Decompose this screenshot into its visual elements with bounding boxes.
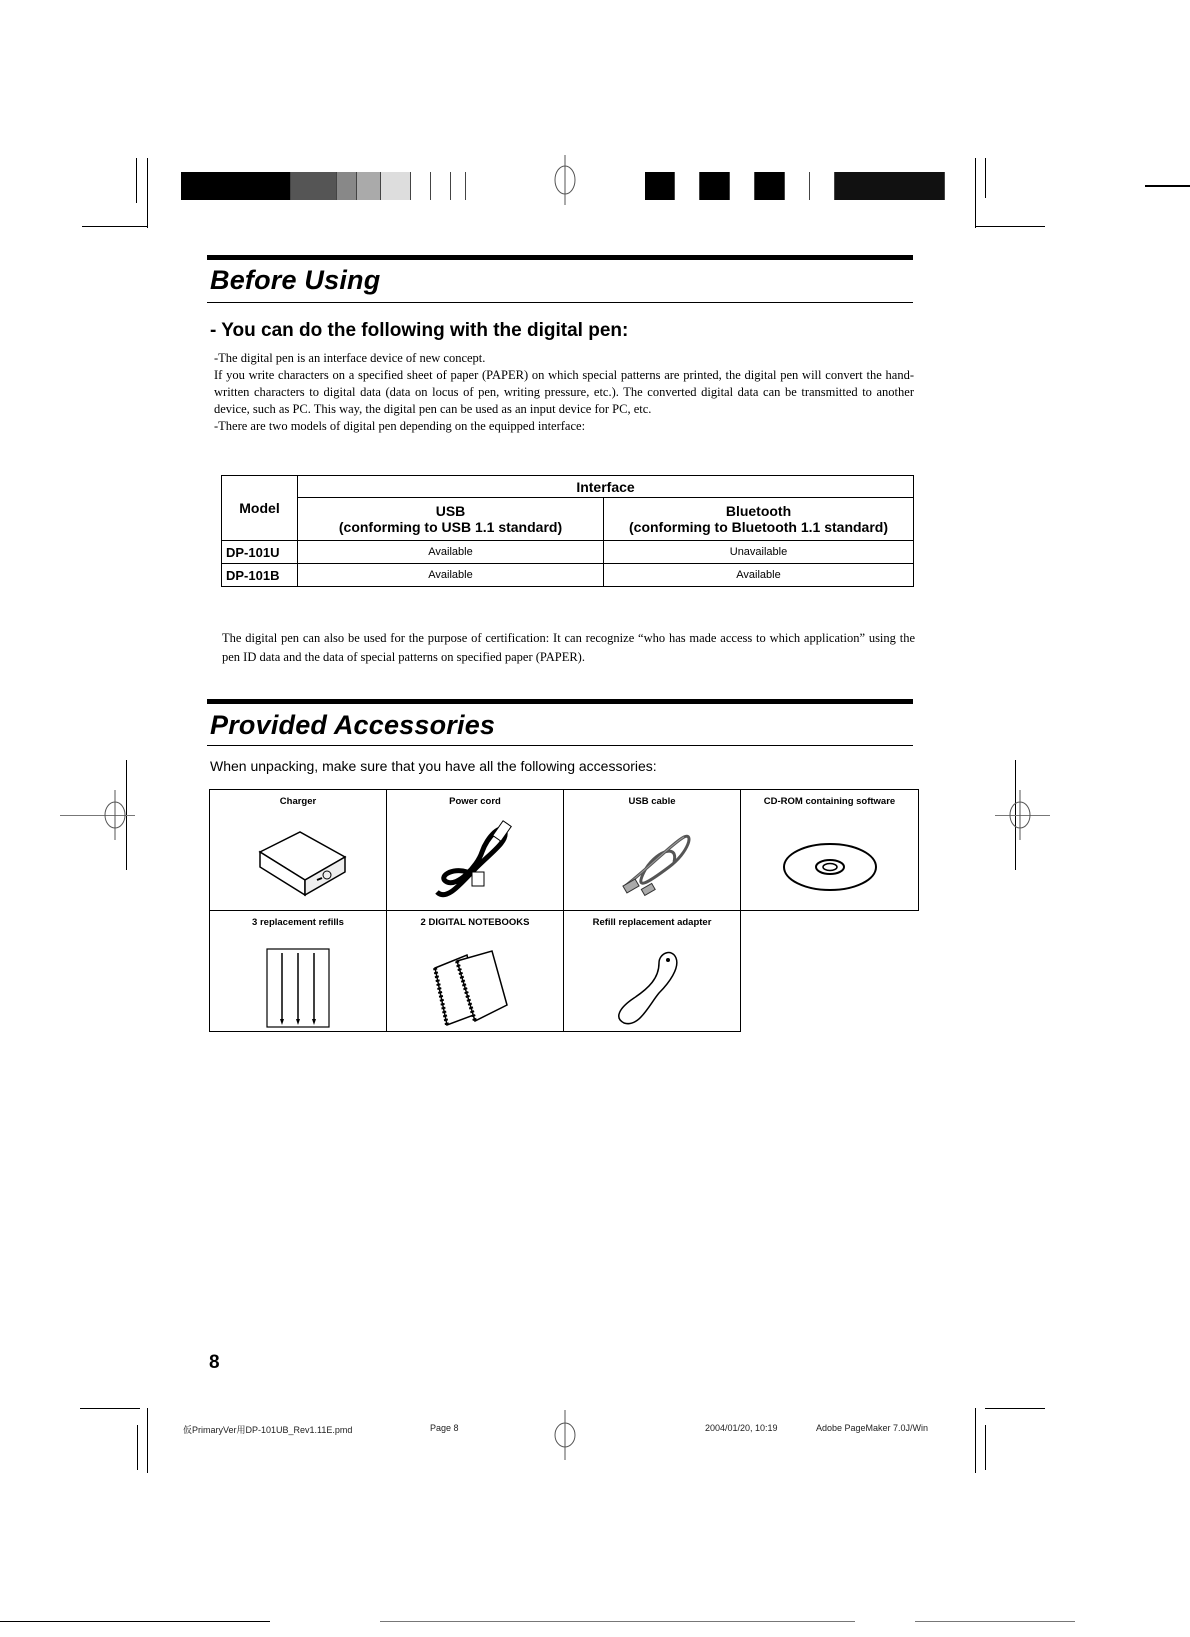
- page-number: 8: [209, 1352, 220, 1373]
- accessory-label: 2 DIGITAL NOTEBOOKS: [420, 917, 530, 928]
- accessory-notebooks: [386, 910, 564, 1032]
- cd-rom-icon: [741, 812, 920, 910]
- usb-header-label: USB: [435, 503, 466, 519]
- accessory-power-cord: [386, 789, 564, 911]
- paragraph: If you write characters on a specified sheet of paper (PAPER) on which special patterns are printed, the digital pen will convert the hand-written characters to digital data (data on locus of pen, writing pressure, etc.). The converted digital data can be transmitted to another device, such as PC. This way, the digital pen can be used as an input device for PC, etc.: [214, 368, 914, 416]
- registration-mark-icon: [90, 790, 140, 840]
- accessory-usb-cable: [563, 789, 741, 911]
- colour-bar: [645, 172, 945, 200]
- adapter-icon: [564, 933, 742, 1031]
- accessory-cd-rom: [740, 789, 919, 911]
- slug-page: Page 8: [430, 1423, 459, 1433]
- bluetooth-header: [604, 498, 914, 541]
- unpacking-intro: When unpacking, make sure that you have all the following accessories:: [210, 758, 657, 774]
- refills-icon: [210, 933, 388, 1031]
- accessory-refills: [209, 910, 387, 1032]
- bluetooth-cell: Unavailable: [604, 541, 914, 564]
- accessory-label: CD-ROM containing software: [763, 796, 896, 807]
- heading-underline: [207, 302, 913, 303]
- notebooks-icon: [387, 933, 565, 1031]
- table-row: [222, 541, 914, 564]
- usb-header: [298, 498, 604, 541]
- section-title-provided-accessories: Provided Accessories: [210, 710, 496, 740]
- registration-mark-icon: [545, 155, 585, 205]
- accessory-label: Power cord: [449, 796, 501, 807]
- slug-file: 仮PrimaryVer用DP-101UB_Rev1.11E.pmd: [183, 1425, 353, 1435]
- slug-timestamp: 2004/01/20, 10:19: [705, 1423, 778, 1433]
- usb-cable-icon: [564, 812, 742, 910]
- bluetooth-header-sub: (conforming to Bluetooth 1.1 standard): [629, 519, 888, 535]
- model-header: Model: [222, 476, 298, 541]
- table-row: [222, 564, 914, 587]
- subheading: - You can do the following with the digital pen:: [210, 320, 629, 341]
- accessory-label: USB cable: [628, 796, 676, 807]
- section-title-before-using: Before Using: [210, 265, 381, 295]
- heading-underline: [207, 745, 913, 746]
- usb-cell: Available: [298, 564, 604, 587]
- slug-app: Adobe PageMaker 7.0J/Win: [816, 1423, 929, 1433]
- interface-header: Interface: [298, 476, 914, 498]
- paragraph: -The digital pen is an interface device of new concept.: [214, 351, 486, 365]
- accessory-charger: [209, 789, 387, 911]
- model-cell: DP-101B: [222, 564, 298, 587]
- interface-table: [221, 475, 914, 587]
- accessory-label: Charger: [279, 796, 317, 807]
- grey-scale-bar: [181, 172, 466, 200]
- accessory-adapter: [563, 910, 741, 1032]
- bluetooth-cell: Available: [604, 564, 914, 587]
- registration-mark-icon: [545, 1410, 585, 1460]
- heading-rule: [207, 255, 913, 260]
- paragraph: -There are two models of digital pen depending on the equipped interface:: [214, 419, 586, 433]
- power-cord-icon: [387, 812, 565, 910]
- heading-rule: [207, 699, 913, 704]
- accessory-label: 3 replacement refills: [252, 917, 344, 928]
- usb-cell: Available: [298, 541, 604, 564]
- certification-note: The digital pen can also be used for the purpose of certification: It can recognize “who has made access to which application” using the pen ID data and the data of special patterns on specified paper (PAPER).: [222, 631, 915, 664]
- registration-mark-icon: [995, 790, 1045, 840]
- intro-text: [214, 350, 914, 435]
- bluetooth-header-label: Bluetooth: [725, 503, 792, 519]
- model-cell: DP-101U: [222, 541, 298, 564]
- charger-icon: [210, 812, 388, 910]
- usb-header-sub: (conforming to USB 1.1 standard): [338, 519, 563, 535]
- accessory-label: Refill replacement adapter: [592, 917, 712, 928]
